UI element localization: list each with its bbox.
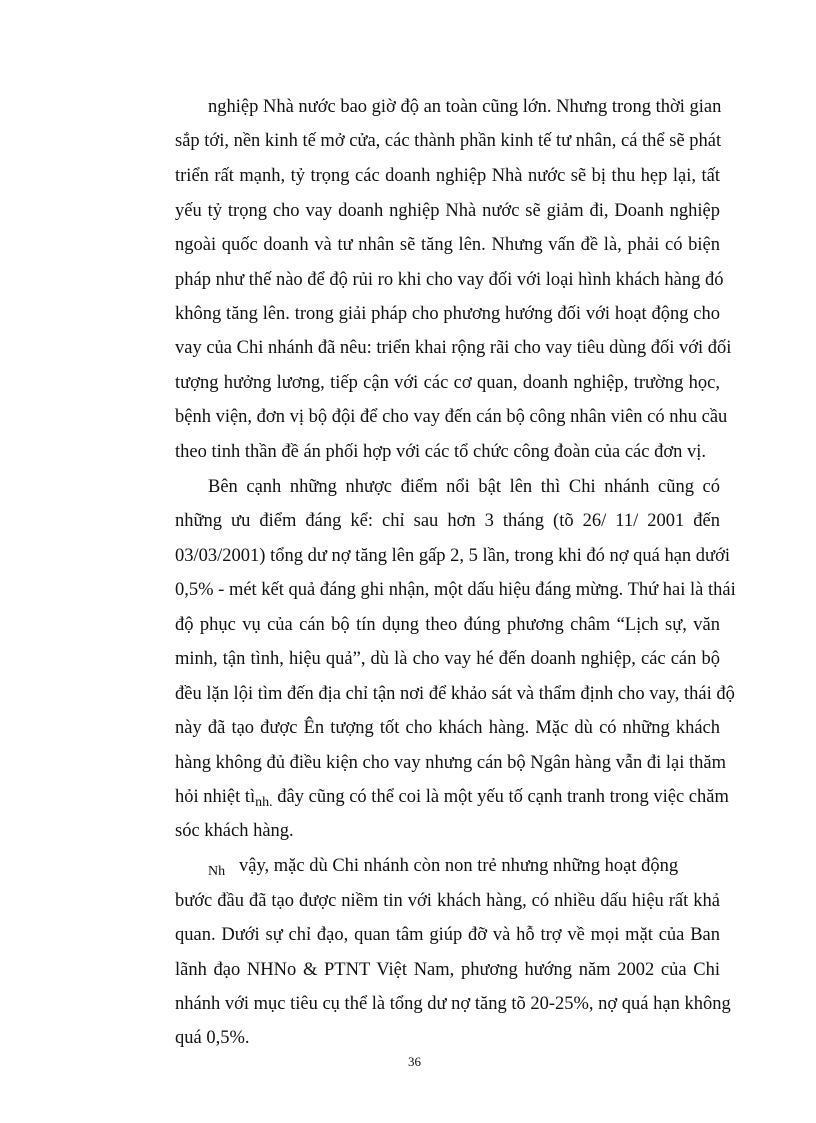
paragraph-1-line: ngoài quốc doanh và tư nhân sẽ tăng lên. Nhưng vấn đề là, phải có biện: [175, 235, 720, 255]
paragraph-2-line: minh, tận tình, hiệu quả”, dù là cho vay hé đến doanh nghiệp, các cán bộ: [175, 649, 720, 669]
page-number: 36: [408, 1054, 421, 1069]
paragraph-2-line: 03/03/2001) tổng dư nợ tăng lên gấp 2, 5 lần, trong khi đó nợ quá hạn dưới: [175, 546, 730, 566]
paragraph-1-line: yếu tỷ trọng cho vay doanh nghiệp Nhà nước sẽ giảm đi, Doanh nghiệp: [175, 201, 720, 221]
paragraph-3-line: nhánh với mục tiêu cụ thể là tổng dư nợ tăng tõ 20-25%, nợ quá hạn không: [175, 994, 731, 1014]
paragraph-2-line: sóc khách hàng.: [175, 821, 294, 841]
paragraph-3-line: lãnh đạo NHNo & PTNT Việt Nam, phương hướng năm 2002 của Chi: [175, 960, 720, 980]
paragraph-3-line: quá 0,5%.: [175, 1028, 250, 1048]
paragraph-2-line: những ưu điểm đáng kể: chỉ sau hơn 3 tháng (tõ 26/ 11/ 2001 đến: [175, 511, 720, 531]
paragraph-1-line: bệnh viện, đơn vị bộ đội để cho vay đến cán bộ công nhân viên có nhu cầu: [175, 407, 728, 427]
paragraph-1-line: không tăng lên. trong giải pháp cho phương hướng đối với hoạt động cho: [175, 304, 720, 324]
paragraph-1-line: sắp tới, nền kinh tế mở cửa, các thành phần kinh tế tư nhân, cá thể sẽ phát: [175, 131, 722, 151]
paragraph-3-line: [208, 853, 720, 879]
paragraph-2-line: 0,5% - mét kết quả đáng ghi nhận, một dấu hiệu đáng mừng. Thứ hai là thái: [175, 580, 736, 600]
paragraph-3-line-subscript: Nh: [208, 864, 226, 879]
paragraph-2-line: [175, 784, 729, 810]
paragraph-2-line-fragment: hỏi nhiệt tì: [175, 787, 256, 807]
paragraph-2-line: độ phục vụ của cán bộ tín dụng theo đúng phương châm “Lịch sự, văn: [175, 615, 720, 635]
paragraph-1-line: nghiệp Nhà nước bao giờ độ an toàn cũng lớn. Nhưng trong thời gian: [208, 97, 722, 117]
paragraph-2-line: đều lặn lội tìm đến địa chỉ tận nơi để khảo sát và thẩm định cho vay, thái độ: [175, 684, 735, 704]
paragraph-2-line: này đã tạo được Ên tượng tốt cho khách hàng. Mặc dù có những khách: [175, 718, 720, 738]
paragraph-1-line: pháp như thế nào để độ rủi ro khi cho vay đối với loại hình khách hàng đó: [175, 270, 724, 290]
paragraph-1-line: triển rất mạnh, tỷ trọng các doanh nghiệp Nhà nước sẽ bị thu hẹp lại, tất: [175, 166, 720, 186]
paragraph-3-line-fragment: vậy, mặc dù Chi nhánh còn non trẻ nhưng những hoạt động: [225, 856, 679, 876]
paragraph-1-line: vay của Chi nhánh đã nêu: triển khai rộng rãi cho vay tiêu dùng đối với đối: [175, 338, 732, 358]
paragraph-1-line: theo tinh thần đề án phối hợp với các tổ chức công đoàn của các đơn vị.: [175, 442, 706, 462]
paragraph-1-line: tượng hưởng lương, tiếp cận với các cơ quan, doanh nghiệp, trường học,: [175, 373, 720, 393]
paragraph-2-line-fragment: đây cũng có thể coi là một yếu tố cạnh tranh trong việc chăm: [272, 787, 729, 807]
paragraph-2-line: Bên cạnh những nhược điểm nổi bật lên thì Chi nhánh cũng có: [208, 477, 720, 497]
paragraph-3-line: quan. Dưới sự chỉ đạo, quan tâm giúp đỡ và hỗ trợ về mọi mặt của Ban: [175, 925, 720, 945]
paragraph-2-line-subscript: nh.: [255, 795, 273, 810]
paragraph-2-line: hàng không đủ điều kiện cho vay nhưng cán bộ Ngân hàng vẫn đi lại thăm: [175, 753, 727, 773]
paragraph-3-line: bước đầu đã tạo được niềm tin với khách hàng, có nhiều dấu hiệu rất khả: [175, 891, 720, 911]
